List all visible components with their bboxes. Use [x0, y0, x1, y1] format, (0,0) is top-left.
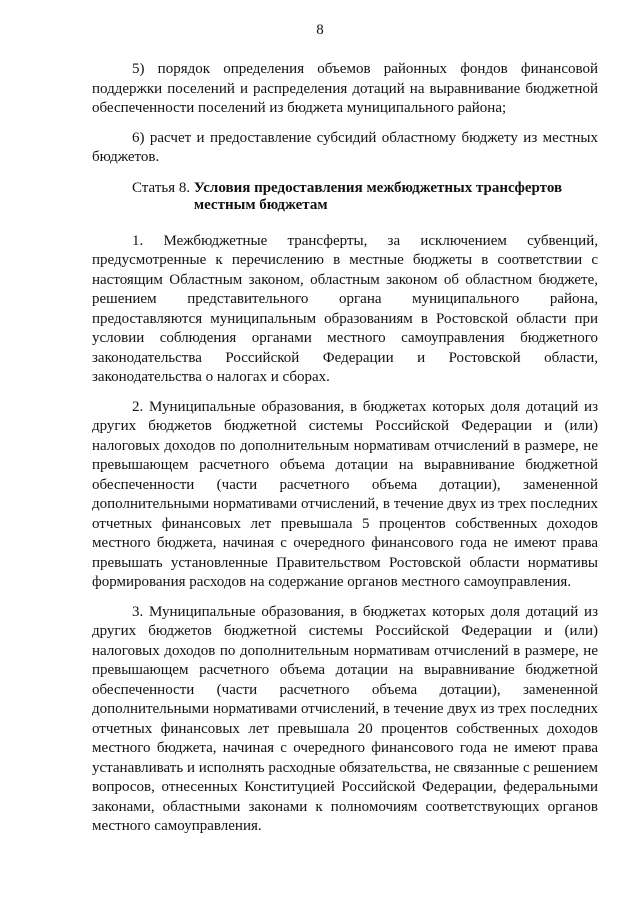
article-paragraph-1: 1. Межбюджетные трансферты, за исключением субвенций, предусмотренные к перечислению в местные бюджеты в соответствии с настоящим Областным законом, областным законом об областном бюджете, решением представительного органа муниципального района, предоставляются муниципальным образованиям в Ростовской области при условии соблюдения органами местного самоуправления бюджетного законодательства Российской Федерации и Ростовской области, законодательства о налогах и сборах.	[92, 232, 598, 385]
article-paragraph-3: 3. Муниципальные образования, в бюджетах которых доля дотаций из других бюджетов бюджетной системы Российской Федерации и (или) налоговых доходов по дополнительным нормативам отчислений в размере, не превышающем расчетного объема дотации на выравнивание бюджетной обеспеченности (части расчетного объема дотации), замененной дополнительными нормативами отчислений, в течение двух из трех последних отчетных финансовых лет превышала 20 процентов собственных доходов местного бюджета, начиная с очередного финансового года не имеют права устанавливать и исполнять расходные обязательства, не связанные с решением вопросов, отнесенных Конституцией Российской Федерации, федеральными законами, областными законами к полномочиям соответствующих органов местного самоуправления.	[92, 603, 598, 834]
document-body	[92, 60, 598, 847]
page-number: 8	[316, 22, 324, 38]
article-heading	[92, 180, 598, 214]
article-paragraph-2: 2. Муниципальные образования, в бюджетах которых доля дотаций из других бюджетов бюджетной системы Российской Федерации и (или) налоговых доходов по дополнительным нормативам отчислений в размере, не превышающем расчетного объема дотации на выравнивание бюджетной обеспеченности (части расчетного объема дотации), замененной дополнительными нормативами отчислений, в течение двух из трех последних отчетных финансовых лет превышала 5 процентов собственных доходов местного бюджета, начиная с очередного финансового года не имеют права превышать установленные Правительством Ростовской области нормативы формирования расходов на содержание органов местного самоуправления.	[92, 398, 598, 590]
paragraph-item-6: 6) расчет и предоставление субсидий областному бюджету из местных бюджетов.	[92, 129, 598, 165]
article-title: Условия предоставления межбюджетных трансфертов местным бюджетам	[193, 179, 563, 213]
paragraph-item-5: 5) порядок определения объемов районных фондов финансовой поддержки поселений и распределения дотаций на выравнивание бюджетной обеспеченности поселений из бюджета муниципального района;	[92, 61, 598, 116]
article-number: Статья 8.	[132, 179, 194, 196]
